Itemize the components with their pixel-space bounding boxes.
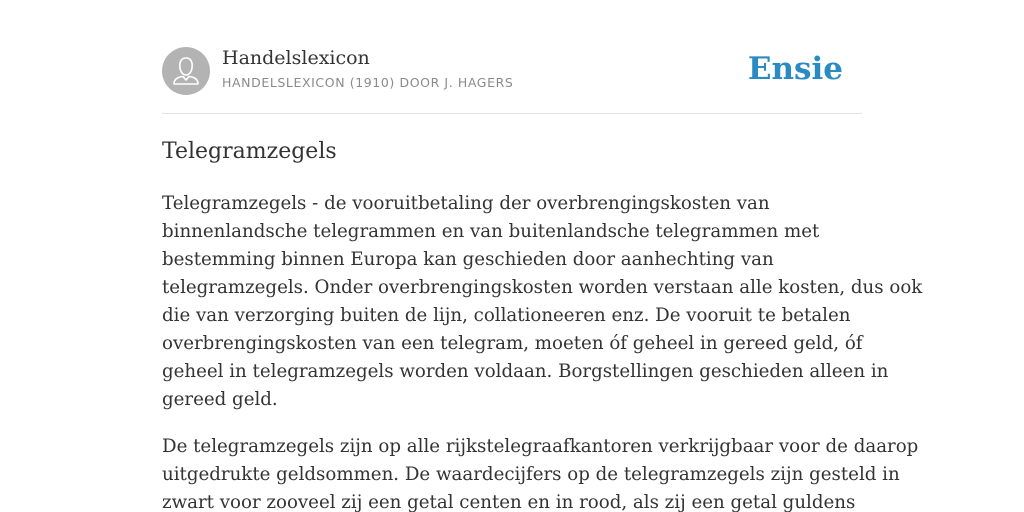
- header-divider: [162, 113, 862, 114]
- paragraph-line: gereed geld.: [162, 389, 278, 410]
- paragraph-line: die van verzorging buiten de lijn, collationeeren enz. De vooruit te betalen: [162, 305, 851, 326]
- paragraph-line: binnenlandsche telegrammen en van buitenlandsche telegrammen met: [162, 221, 820, 242]
- paragraph-line: Telegramzegels - de vooruitbetaling der overbrengingskosten van: [162, 193, 770, 214]
- article-paragraph: [162, 190, 923, 414]
- paragraph-line: zwart voor zooveel zij een getal centen en in rood, als zij een getal guldens: [162, 492, 856, 512]
- paragraph-line: telegramzegels. Onder overbrengingskosten worden verstaan alle kosten, dus ook: [162, 277, 923, 298]
- paragraph-line: uitgedrukte geldsommen. De waardecijfers op de telegramzegels zijn gesteld in: [162, 464, 900, 485]
- source-header: [162, 47, 862, 95]
- paragraph-line: bestemming binnen Europa kan geschieden door aanhechting van: [162, 249, 774, 270]
- user-silhouette-icon: [162, 47, 210, 95]
- paragraph-line: overbrengingskosten van een telegram, moeten óf geheel in gereed geld, óf: [162, 333, 863, 354]
- paragraph-line: geheel in telegramzegels worden voldaan. Borgstellingen geschieden alleen in: [162, 361, 889, 382]
- article-title: Telegramzegels: [162, 139, 337, 164]
- paragraph-line: De telegramzegels zijn op alle rijkstelegraafkantoren verkrijgbaar voor de daarop: [162, 436, 919, 457]
- source-avatar[interactable]: [162, 47, 210, 95]
- article-paragraph: [162, 433, 919, 512]
- article: [162, 136, 923, 512]
- source-title[interactable]: Handelslexicon: [222, 47, 370, 69]
- source-subtitle[interactable]: HANDELSLEXICON (1910) DOOR J. HAGERS: [222, 75, 514, 90]
- ensie-logo[interactable]: Ensie: [747, 51, 843, 87]
